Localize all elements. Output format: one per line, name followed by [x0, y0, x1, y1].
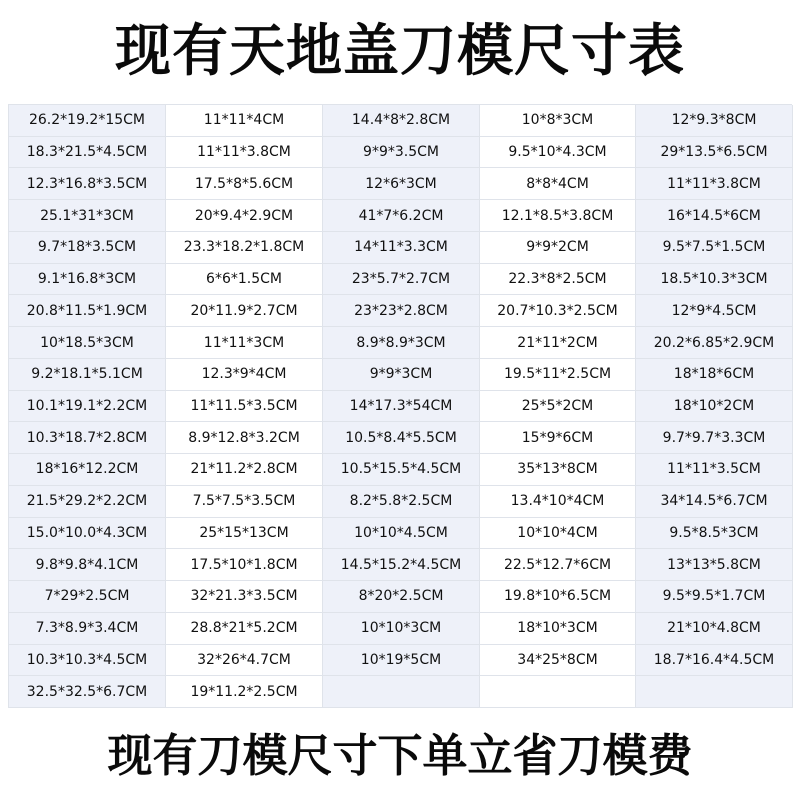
- table-cell: 11*11*3.8CM: [166, 137, 322, 169]
- table-cell: 32*26*4.7CM: [166, 645, 322, 677]
- table-cell: 23*5.7*2.7CM: [323, 264, 479, 296]
- table-cell: 11*11*3CM: [166, 327, 322, 359]
- table-cell: 28.8*21*5.2CM: [166, 613, 322, 645]
- table-cell: 12*9*4.5CM: [636, 295, 792, 327]
- table-cell: 9.8*9.8*4.1CM: [9, 549, 165, 581]
- table-cell: 8.9*8.9*3CM: [323, 327, 479, 359]
- table-cell: [323, 676, 479, 708]
- table-cell: 8*20*2.5CM: [323, 581, 479, 613]
- table-cell: 9.1*16.8*3CM: [9, 264, 165, 296]
- table-cell: 17.5*10*1.8CM: [166, 549, 322, 581]
- table-cell: 32*21.3*3.5CM: [166, 581, 322, 613]
- table-cell: 9.2*18.1*5.1CM: [9, 359, 165, 391]
- table-cell: [636, 676, 792, 708]
- table-cell: 34*14.5*6.7CM: [636, 486, 792, 518]
- table-cell: 12*9.3*8CM: [636, 105, 792, 137]
- table-cell: 9.5*10*4.3CM: [480, 137, 635, 169]
- table-cell: 9.5*7.5*1.5CM: [636, 232, 792, 264]
- table-cell: 15.0*10.0*4.3CM: [9, 518, 165, 550]
- table-cell: 9*9*2CM: [480, 232, 635, 264]
- table-cell: 7*29*2.5CM: [9, 581, 165, 613]
- table-cell: 18.3*21.5*4.5CM: [9, 137, 165, 169]
- table-column-5: [636, 105, 793, 708]
- table-cell: 9*9*3CM: [323, 359, 479, 391]
- table-cell: 10.3*18.7*2.8CM: [9, 422, 165, 454]
- table-cell: 26.2*19.2*15CM: [9, 105, 165, 137]
- table-cell: 20.8*11.5*1.9CM: [9, 295, 165, 327]
- table-cell: 11*11.5*3.5CM: [166, 391, 322, 423]
- table-cell: 9.7*18*3.5CM: [9, 232, 165, 264]
- table-cell: 9.7*9.7*3.3CM: [636, 422, 792, 454]
- table-cell: 9.5*9.5*1.7CM: [636, 581, 792, 613]
- table-cell: 35*13*8CM: [480, 454, 635, 486]
- footer-slogan: 现有刀模尺寸下单立省刀模费: [107, 729, 693, 782]
- table-cell: 8.9*12.8*3.2CM: [166, 422, 322, 454]
- table-cell: 9*9*3.5CM: [323, 137, 479, 169]
- table-cell: 14.5*15.2*4.5CM: [323, 549, 479, 581]
- table-cell: 8.2*5.8*2.5CM: [323, 486, 479, 518]
- page-title: 现有天地盖刀模尺寸表: [115, 19, 685, 84]
- table-cell: 12*6*3CM: [323, 168, 479, 200]
- table-cell: 10*8*3CM: [480, 105, 635, 137]
- table-cell: 22.5*12.7*6CM: [480, 549, 635, 581]
- table-column-4: [480, 105, 636, 708]
- table-cell: 18*18*6CM: [636, 359, 792, 391]
- table-cell: 10*10*4.5CM: [323, 518, 479, 550]
- table-cell: 10.5*8.4*5.5CM: [323, 422, 479, 454]
- table-cell: 18*10*3CM: [480, 613, 635, 645]
- table-cell: 7.5*7.5*3.5CM: [166, 486, 322, 518]
- table-cell: 7.3*8.9*3.4CM: [9, 613, 165, 645]
- table-cell: 19.8*10*6.5CM: [480, 581, 635, 613]
- table-cell: 13*13*5.8CM: [636, 549, 792, 581]
- table-cell: 12.1*8.5*3.8CM: [480, 200, 635, 232]
- table-cell: 13.4*10*4CM: [480, 486, 635, 518]
- table-cell: 11*11*4CM: [166, 105, 322, 137]
- table-cell: 21*11.2*2.8CM: [166, 454, 322, 486]
- table-cell: 12.3*16.8*3.5CM: [9, 168, 165, 200]
- table-cell: 10*18.5*3CM: [9, 327, 165, 359]
- table-cell: 18*10*2CM: [636, 391, 792, 423]
- table-cell: 32.5*32.5*6.7CM: [9, 676, 165, 708]
- table-cell: 23*23*2.8CM: [323, 295, 479, 327]
- size-table: [8, 104, 792, 708]
- table-column-3: [323, 105, 480, 708]
- table-cell: 8*8*4CM: [480, 168, 635, 200]
- table-cell: 25*5*2CM: [480, 391, 635, 423]
- table-cell: 18*16*12.2CM: [9, 454, 165, 486]
- table-cell: 19.5*11*2.5CM: [480, 359, 635, 391]
- table-cell: 18.5*10.3*3CM: [636, 264, 792, 296]
- table-cell: 14*17.3*54CM: [323, 391, 479, 423]
- table-cell: 19*11.2*2.5CM: [166, 676, 322, 708]
- table-cell: 10*19*5CM: [323, 645, 479, 677]
- table-cell: 25.1*31*3CM: [9, 200, 165, 232]
- table-cell: 10.3*10.3*4.5CM: [9, 645, 165, 677]
- table-cell: 6*6*1.5CM: [166, 264, 322, 296]
- table-cell: 20*9.4*2.9CM: [166, 200, 322, 232]
- table-cell: 9.5*8.5*3CM: [636, 518, 792, 550]
- table-cell: 15*9*6CM: [480, 422, 635, 454]
- table-cell: 10*10*4CM: [480, 518, 635, 550]
- table-cell: 18.7*16.4*4.5CM: [636, 645, 792, 677]
- table-cell: 41*7*6.2CM: [323, 200, 479, 232]
- table-cell: 10*10*3CM: [323, 613, 479, 645]
- table-cell: 34*25*8CM: [480, 645, 635, 677]
- table-cell: 21.5*29.2*2.2CM: [9, 486, 165, 518]
- table-cell: 12.3*9*4CM: [166, 359, 322, 391]
- table-cell: 23.3*18.2*1.8CM: [166, 232, 322, 264]
- table-cell: 20.2*6.85*2.9CM: [636, 327, 792, 359]
- table-cell: 14.4*8*2.8CM: [323, 105, 479, 137]
- table-cell: 11*11*3.8CM: [636, 168, 792, 200]
- table-cell: 11*11*3.5CM: [636, 454, 792, 486]
- table-cell: 29*13.5*6.5CM: [636, 137, 792, 169]
- table-cell: 16*14.5*6CM: [636, 200, 792, 232]
- table-cell: 25*15*13CM: [166, 518, 322, 550]
- table-column-2: [166, 105, 323, 708]
- table-column-1: [9, 105, 166, 708]
- table-cell: 20*11.9*2.7CM: [166, 295, 322, 327]
- table-cell: 20.7*10.3*2.5CM: [480, 295, 635, 327]
- table-cell: 21*11*2CM: [480, 327, 635, 359]
- table-cell: 17.5*8*5.6CM: [166, 168, 322, 200]
- table-cell: [480, 676, 635, 708]
- table-cell: 10.1*19.1*2.2CM: [9, 391, 165, 423]
- table-cell: 10.5*15.5*4.5CM: [323, 454, 479, 486]
- table-cell: 21*10*4.8CM: [636, 613, 792, 645]
- table-cell: 22.3*8*2.5CM: [480, 264, 635, 296]
- table-cell: 14*11*3.3CM: [323, 232, 479, 264]
